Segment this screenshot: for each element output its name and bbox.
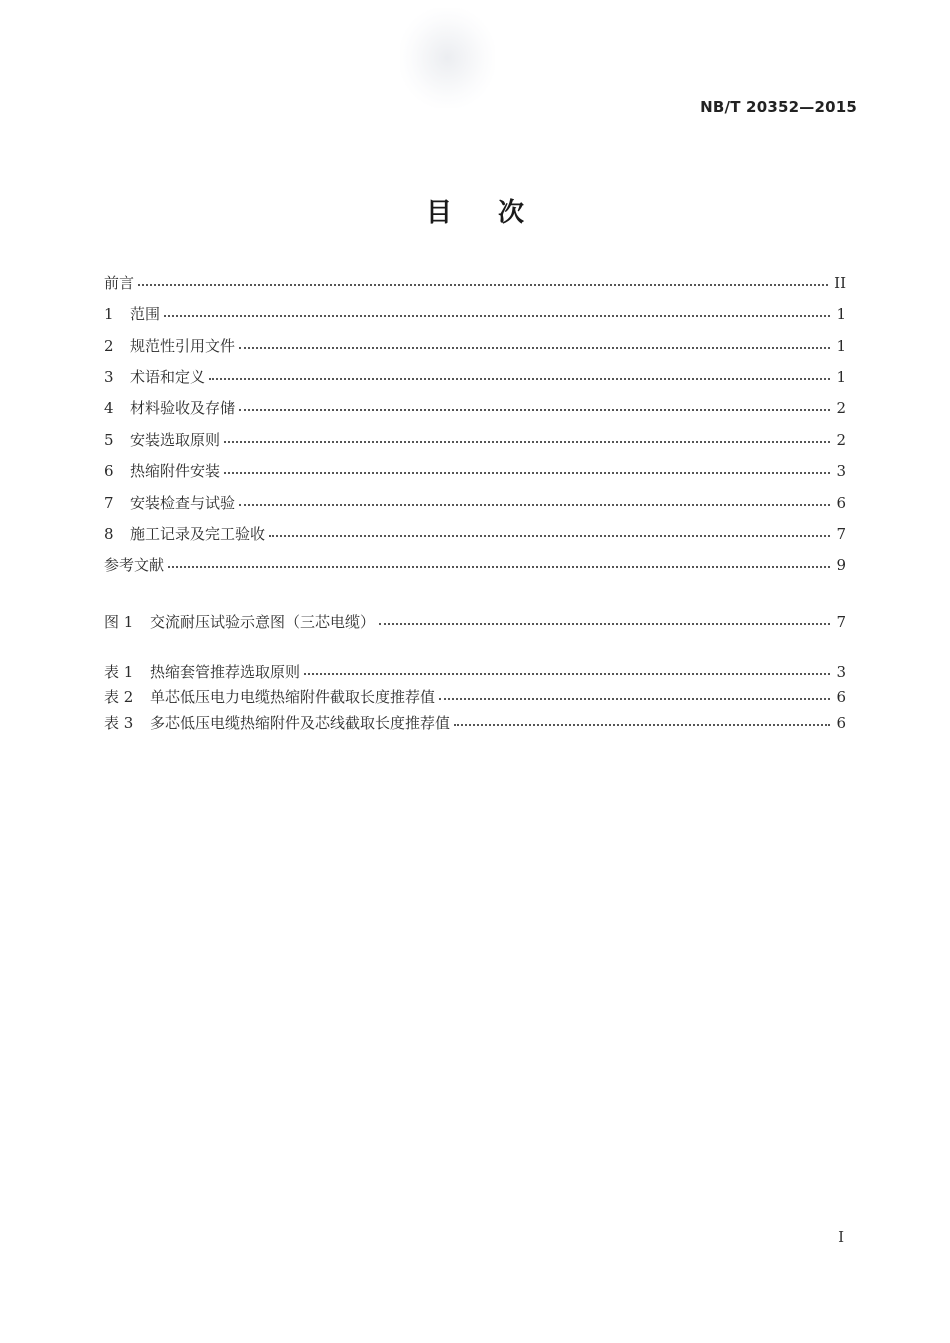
toc-entry-label: 参考文献 [104,556,165,574]
toc-entry-records[interactable] [104,523,846,545]
toc-leader-dots [304,673,830,675]
toc-entry-bibliography[interactable] [104,554,846,576]
toc-entry-page: 1 [836,305,846,323]
toc-entry-label: 施工记录及完工验收 [130,525,266,543]
toc-figure-number: 图 1 [104,613,134,631]
toc-figure-label: 交流耐压试验示意图（三芯电缆） [150,613,376,631]
toc-table-number: 表 1 [104,663,134,681]
toc-entry-number: 6 [104,462,114,480]
toc-leader-dots [439,698,830,700]
toc-entry-number: 2 [104,337,114,355]
toc-table-entry[interactable] [104,712,846,734]
toc-entry-number: 8 [104,525,114,543]
toc-leader-dots [379,623,830,625]
toc-figure-entry[interactable] [104,611,846,633]
toc-entry-normative-references[interactable] [104,335,846,357]
toc-entry-page: 2 [836,399,846,417]
toc-table-number: 表 2 [104,688,134,706]
toc-entry-label: 安装选取原则 [130,431,221,449]
toc-entry-terms[interactable] [104,366,846,388]
toc-figure-page: 7 [836,613,846,631]
toc-entry-number: 1 [104,305,114,323]
toc-entry-number: 4 [104,399,114,417]
toc-leader-dots [164,315,830,317]
toc-leader-dots [239,504,830,506]
toc-leader-dots [224,472,830,474]
scan-smudge [400,8,495,108]
toc-entry-foreword[interactable] [104,272,846,294]
toc-table-page: 6 [836,688,846,706]
toc-table-label: 热缩套管推荐选取原则 [150,663,301,681]
toc-entry-page: 7 [836,525,846,543]
toc-entry-inspection[interactable] [104,492,846,514]
toc-entry-number: 7 [104,494,114,512]
page-title: 目次 [425,198,570,228]
toc-entry-page: II [834,274,846,292]
toc-entry-label: 术语和定义 [130,368,206,386]
toc-leader-dots [138,284,828,286]
toc-entry-number: 5 [104,431,114,449]
toc-leader-dots [168,566,830,568]
toc-table-page: 3 [836,663,846,681]
toc-entry-number: 3 [104,368,114,386]
toc-leader-dots [269,535,830,537]
toc-entry-page: 1 [836,368,846,386]
toc-table-entry[interactable] [104,661,846,683]
toc-entry-page: 3 [836,462,846,480]
toc-table-number: 表 3 [104,714,134,732]
page-number: I [838,1228,844,1246]
toc-entry-materials[interactable] [104,397,846,419]
toc-table-page: 6 [836,714,846,732]
toc-entry-label: 范围 [130,305,161,323]
toc-entry-label: 前言 [104,274,135,292]
toc-leader-dots [209,378,830,380]
toc-entry-page: 9 [836,556,846,574]
standard-code: NB/T 20352—2015 [700,98,857,116]
toc-entry-scope[interactable] [104,303,846,325]
toc-entry-installation[interactable] [104,460,846,482]
toc-entry-label: 规范性引用文件 [130,337,236,355]
toc-entry-page: 6 [836,494,846,512]
toc-table-label: 单芯低压电力电缆热缩附件截取长度推荐值 [150,688,436,706]
toc-leader-dots [454,724,830,726]
toc-table-label: 多芯低压电缆热缩附件及芯线截取长度推荐值 [150,714,451,732]
toc-entry-page: 1 [836,337,846,355]
toc-leader-dots [239,409,830,411]
toc-entry-label: 热缩附件安装 [130,462,221,480]
toc-entry-label: 材料验收及存储 [130,399,236,417]
toc-entry-label: 安装检查与试验 [130,494,236,512]
toc-leader-dots [239,347,830,349]
toc-entry-page: 2 [836,431,846,449]
toc-table-entry[interactable] [104,686,846,708]
toc-entry-selection[interactable] [104,429,846,451]
toc-leader-dots [224,441,830,443]
